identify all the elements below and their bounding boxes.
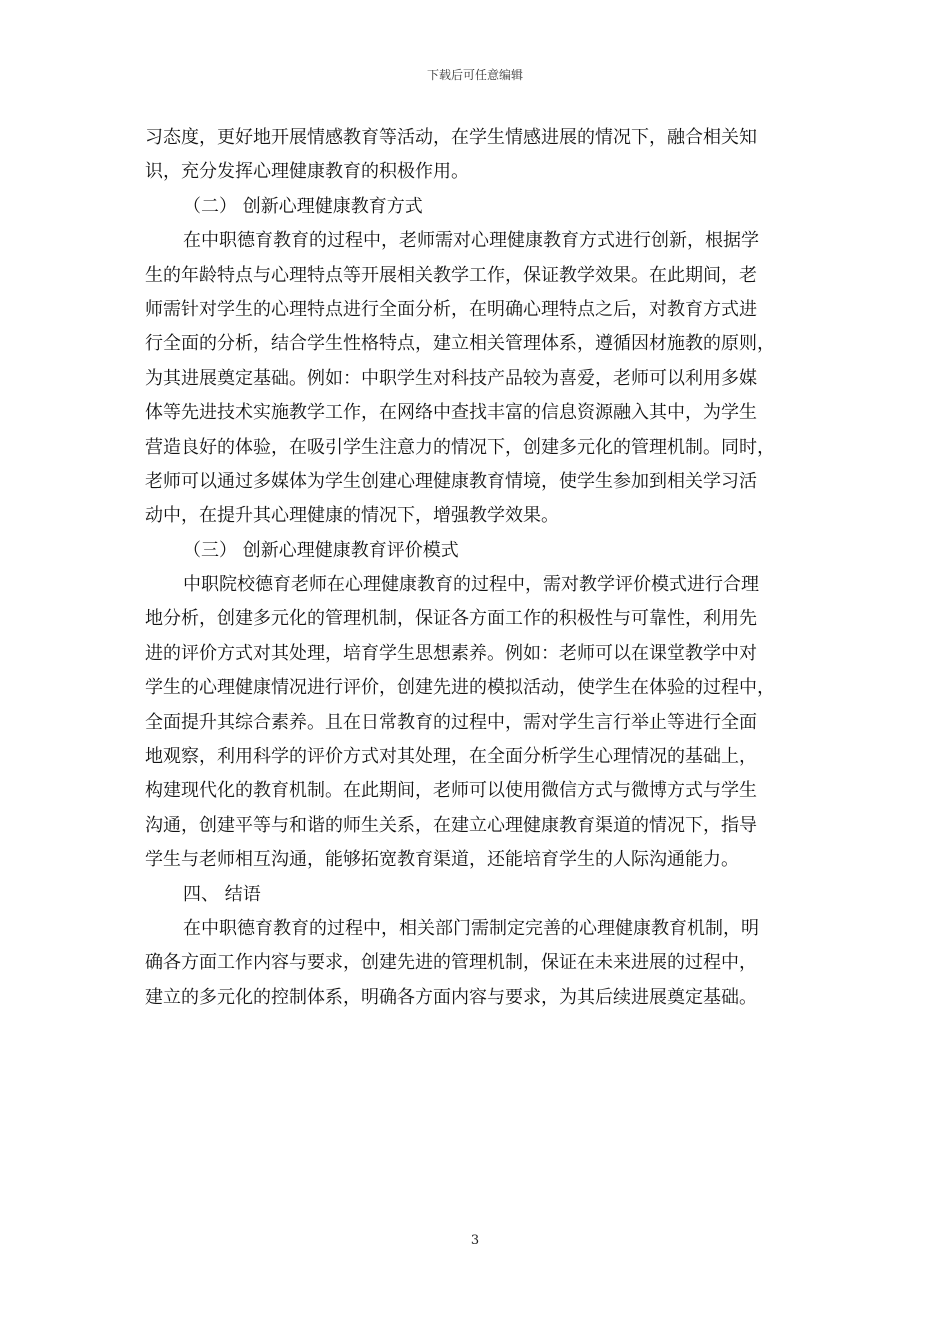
text-line: 老师可以通过多媒体为学生创建心理健康教育情境，使学生参加到相关学习活 xyxy=(145,470,757,492)
text-line: 体等先进技术实施教学工作，在网络中查找丰富的信息资源融入其中，为学生 xyxy=(145,402,757,424)
text-line: 地分析，创建多元化的管理机制，保证各方面工作的积极性与可靠性，利用先 xyxy=(145,608,757,630)
text-line: 识，充分发挥心理健康教育的积极作用。 xyxy=(145,161,469,183)
text-line: 为其进展奠定基础。例如：中职学生对科技产品较为喜爱，老师可以利用多媒 xyxy=(145,367,757,389)
text-line: （二） 创新心理健康教育方式 xyxy=(183,195,423,217)
text-line: （三） 创新心理健康教育评价模式 xyxy=(183,539,459,561)
text-line: 动中，在提升其心理健康的情况下，增强教学效果。 xyxy=(145,505,559,527)
text-line: 进的评价方式对其处理，培育学生思想素养。例如：老师可以在课堂教学中对 xyxy=(145,642,757,664)
text-line: 在中职德育教育的过程中，老师需对心理健康教育方式进行创新，根据学 xyxy=(183,230,759,252)
text-line: 四、 结语 xyxy=(183,883,261,905)
text-line: 地观察，利用科学的评价方式对其处理，在全面分析学生心理情况的基础上， xyxy=(145,746,757,768)
page-number: 3 xyxy=(470,1233,480,1248)
text-line: 学生的心理健康情况进行评价，创建先进的模拟活动，使学生在体验的过程中， xyxy=(145,677,775,699)
text-line: 全面提升其综合素养。且在日常教育的过程中，需对学生言行举止等进行全面 xyxy=(145,711,757,733)
text-line: 中职院校德育老师在心理健康教育的过程中，需对教学评价模式进行合理 xyxy=(183,574,759,596)
page-header: 下载后可任意编辑 xyxy=(426,68,523,82)
text-line: 在中职德育教育的过程中，相关部门需制定完善的心理健康教育机制，明 xyxy=(183,917,759,939)
text-line: 生的年龄特点与心理特点等开展相关教学工作，保证教学效果。在此期间，老 xyxy=(145,264,757,286)
text-line: 营造良好的体验，在吸引学生注意力的情况下，创建多元化的管理机制。同时， xyxy=(145,436,775,458)
text-line: 师需针对学生的心理特点进行全面分析，在明确心理特点之后，对教育方式进 xyxy=(145,298,757,320)
text-line: 建立的多元化的控制体系，明确各方面内容与要求，为其后续进展奠定基础。 xyxy=(145,986,757,1008)
text-line: 学生与老师相互沟通，能够拓宽教育渠道，还能培育学生的人际沟通能力。 xyxy=(145,849,739,871)
text-line: 构建现代化的教育机制。在此期间，老师可以使用微信方式与微博方式与学生 xyxy=(145,780,757,802)
text-line: 确各方面工作内容与要求，创建先进的管理机制，保证在未来进展的过程中， xyxy=(145,952,757,974)
text-line: 沟通，创建平等与和谐的师生关系，在建立心理健康教育渠道的情况下，指导 xyxy=(145,814,757,836)
text-line: 习态度，更好地开展情感教育等活动，在学生情感进展的情况下，融合相关知 xyxy=(145,127,757,148)
text-line: 行全面的分析，结合学生性格特点，建立相关管理体系，遵循因材施教的原则， xyxy=(145,333,775,355)
document-body xyxy=(145,121,809,1015)
